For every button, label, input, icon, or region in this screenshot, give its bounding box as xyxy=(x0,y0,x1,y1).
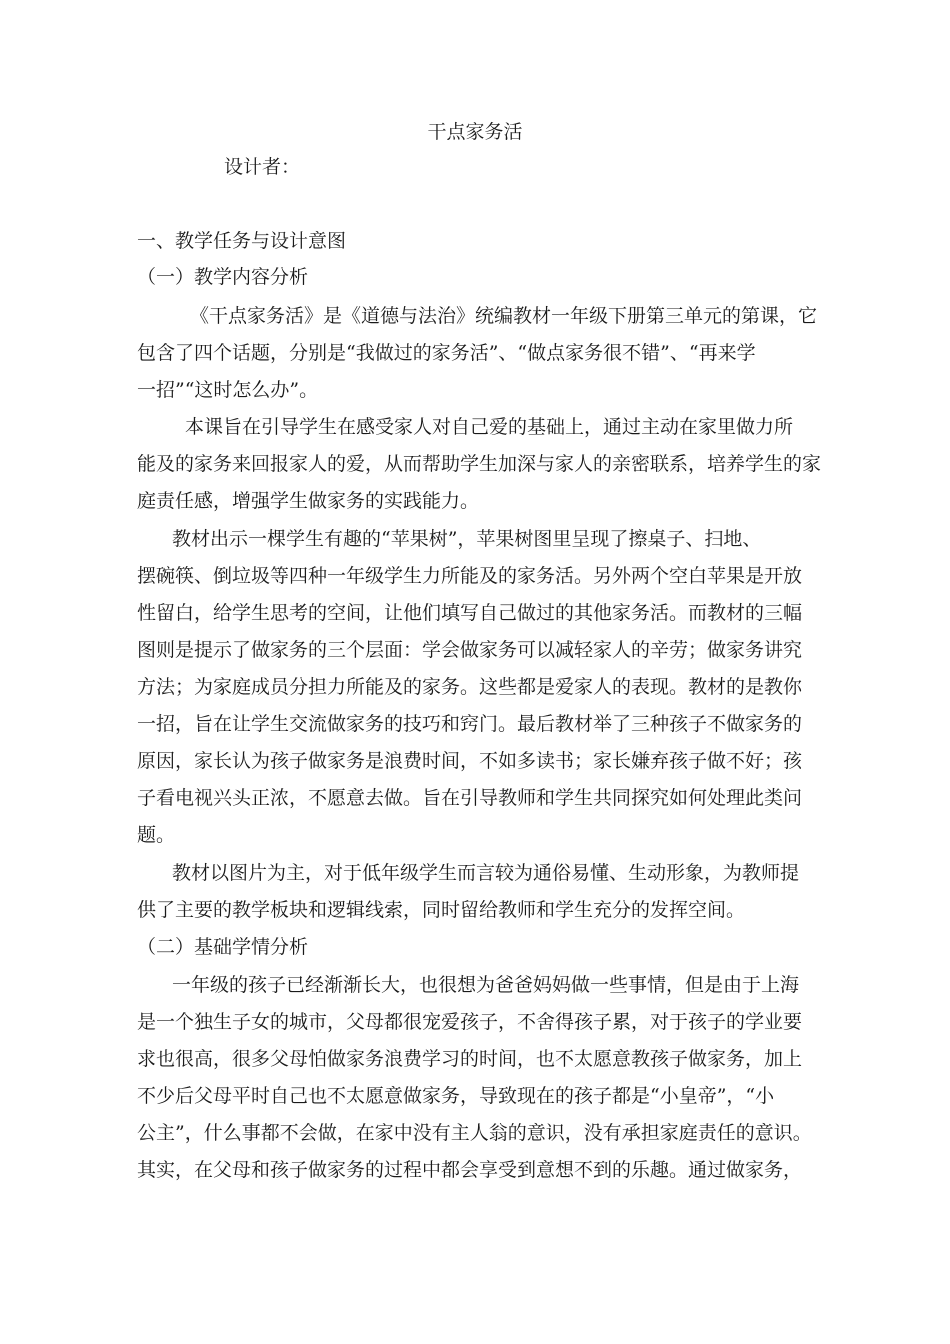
paragraph-line: 一招”“这时怎么办”。 xyxy=(137,379,319,401)
paragraph-line: 本课旨在引导学生在感受家人对自己爱的基础上，通过主动在家里做力所 xyxy=(185,416,794,438)
designer-label: 设计者： xyxy=(224,156,301,178)
paragraph-line: 子看电视兴头正浓，不愿意去做。旨在引导教师和学生共同探究如何处理此类问 xyxy=(137,787,803,809)
section-heading: 一、教学任务与设计意图 xyxy=(137,230,347,252)
paragraph-line: 供了主要的教学板块和逻辑线索，同时留给教师和学生充分的发挥空间。 xyxy=(137,899,746,921)
paragraph-line: 其实，在父母和孩子做家务的过程中都会享受到意想不到的乐趣。通过做家务， xyxy=(137,1159,803,1181)
paragraph-line: 不少后父母平时自己也不太愿意做家务，导致现在的孩子都是“小皇帝”，“小 xyxy=(137,1085,775,1107)
subsection-heading: （二）基础学情分析 xyxy=(137,936,309,958)
subsection-heading: （一）教学内容分析 xyxy=(137,266,309,288)
paragraph-line: 一招，旨在让学生交流做家务的技巧和窍门。最后教材举了三种孩子不做家务的 xyxy=(137,713,803,735)
paragraph-line: 庭责任感，增强学生做家务的实践能力。 xyxy=(137,490,480,512)
paragraph-line: 包含了四个话题，分别是“我做过的家务活”、“做点家务很不错”、“再来学 xyxy=(137,342,756,364)
paragraph-line: 方法；为家庭成员分担力所能及的家务。这些都是爱家人的表现。教材的是教你 xyxy=(137,676,803,698)
paragraph-line: 教材出示一棵学生有趣的“苹果树”，苹果树图里呈现了擦桌子、扫地、 xyxy=(172,528,762,550)
paragraph-line: 摆碗筷、倒垃圾等四种一年级学生力所能及的家务活。另外两个空白苹果是开放 xyxy=(137,565,803,587)
paragraph-line: 公主”，什么事都不会做，在家中没有主人翁的意识，没有承担家庭责任的意识。 xyxy=(137,1122,812,1144)
paragraph-line: 性留白，给学生思考的空间，让他们填写自己做过的其他家务活。而教材的三幅 xyxy=(137,602,803,624)
paragraph-line: 题。 xyxy=(137,824,176,846)
paragraph-line: 是一个独生子女的城市，父母都很宠爱孩子，不舍得孩子累，对于孩子的学业要 xyxy=(137,1011,803,1033)
paragraph-line: 能及的家务来回报家人的爱，从而帮助学生加深与家人的亲密联系，培养学生的家 xyxy=(137,453,822,475)
paragraph-line: 《干点家务活》是《道德与法治》统编教材一年级下册第三单元的第课，它 xyxy=(190,305,818,327)
paragraph-line: 求也很高，很多父母怕做家务浪费学习的时间，也不太愿意教孩子做家务，加上 xyxy=(137,1048,803,1070)
paragraph-line: 图则是提示了做家务的三个层面：学会做家务可以减轻家人的辛劳；做家务讲究 xyxy=(137,639,803,661)
document-title: 干点家务活 xyxy=(427,121,523,143)
paragraph-line: 原因，家长认为孩子做家务是浪费时间，不如多读书；家长嫌弃孩子做不好；孩 xyxy=(137,750,803,772)
paragraph-line: 一年级的孩子已经渐渐长大，也很想为爸爸妈妈做一些事情，但是由于上海 xyxy=(172,974,800,996)
paragraph-line: 教材以图片为主，对于低年级学生而言较为通俗易懂、生动形象，为教师提 xyxy=(172,862,800,884)
